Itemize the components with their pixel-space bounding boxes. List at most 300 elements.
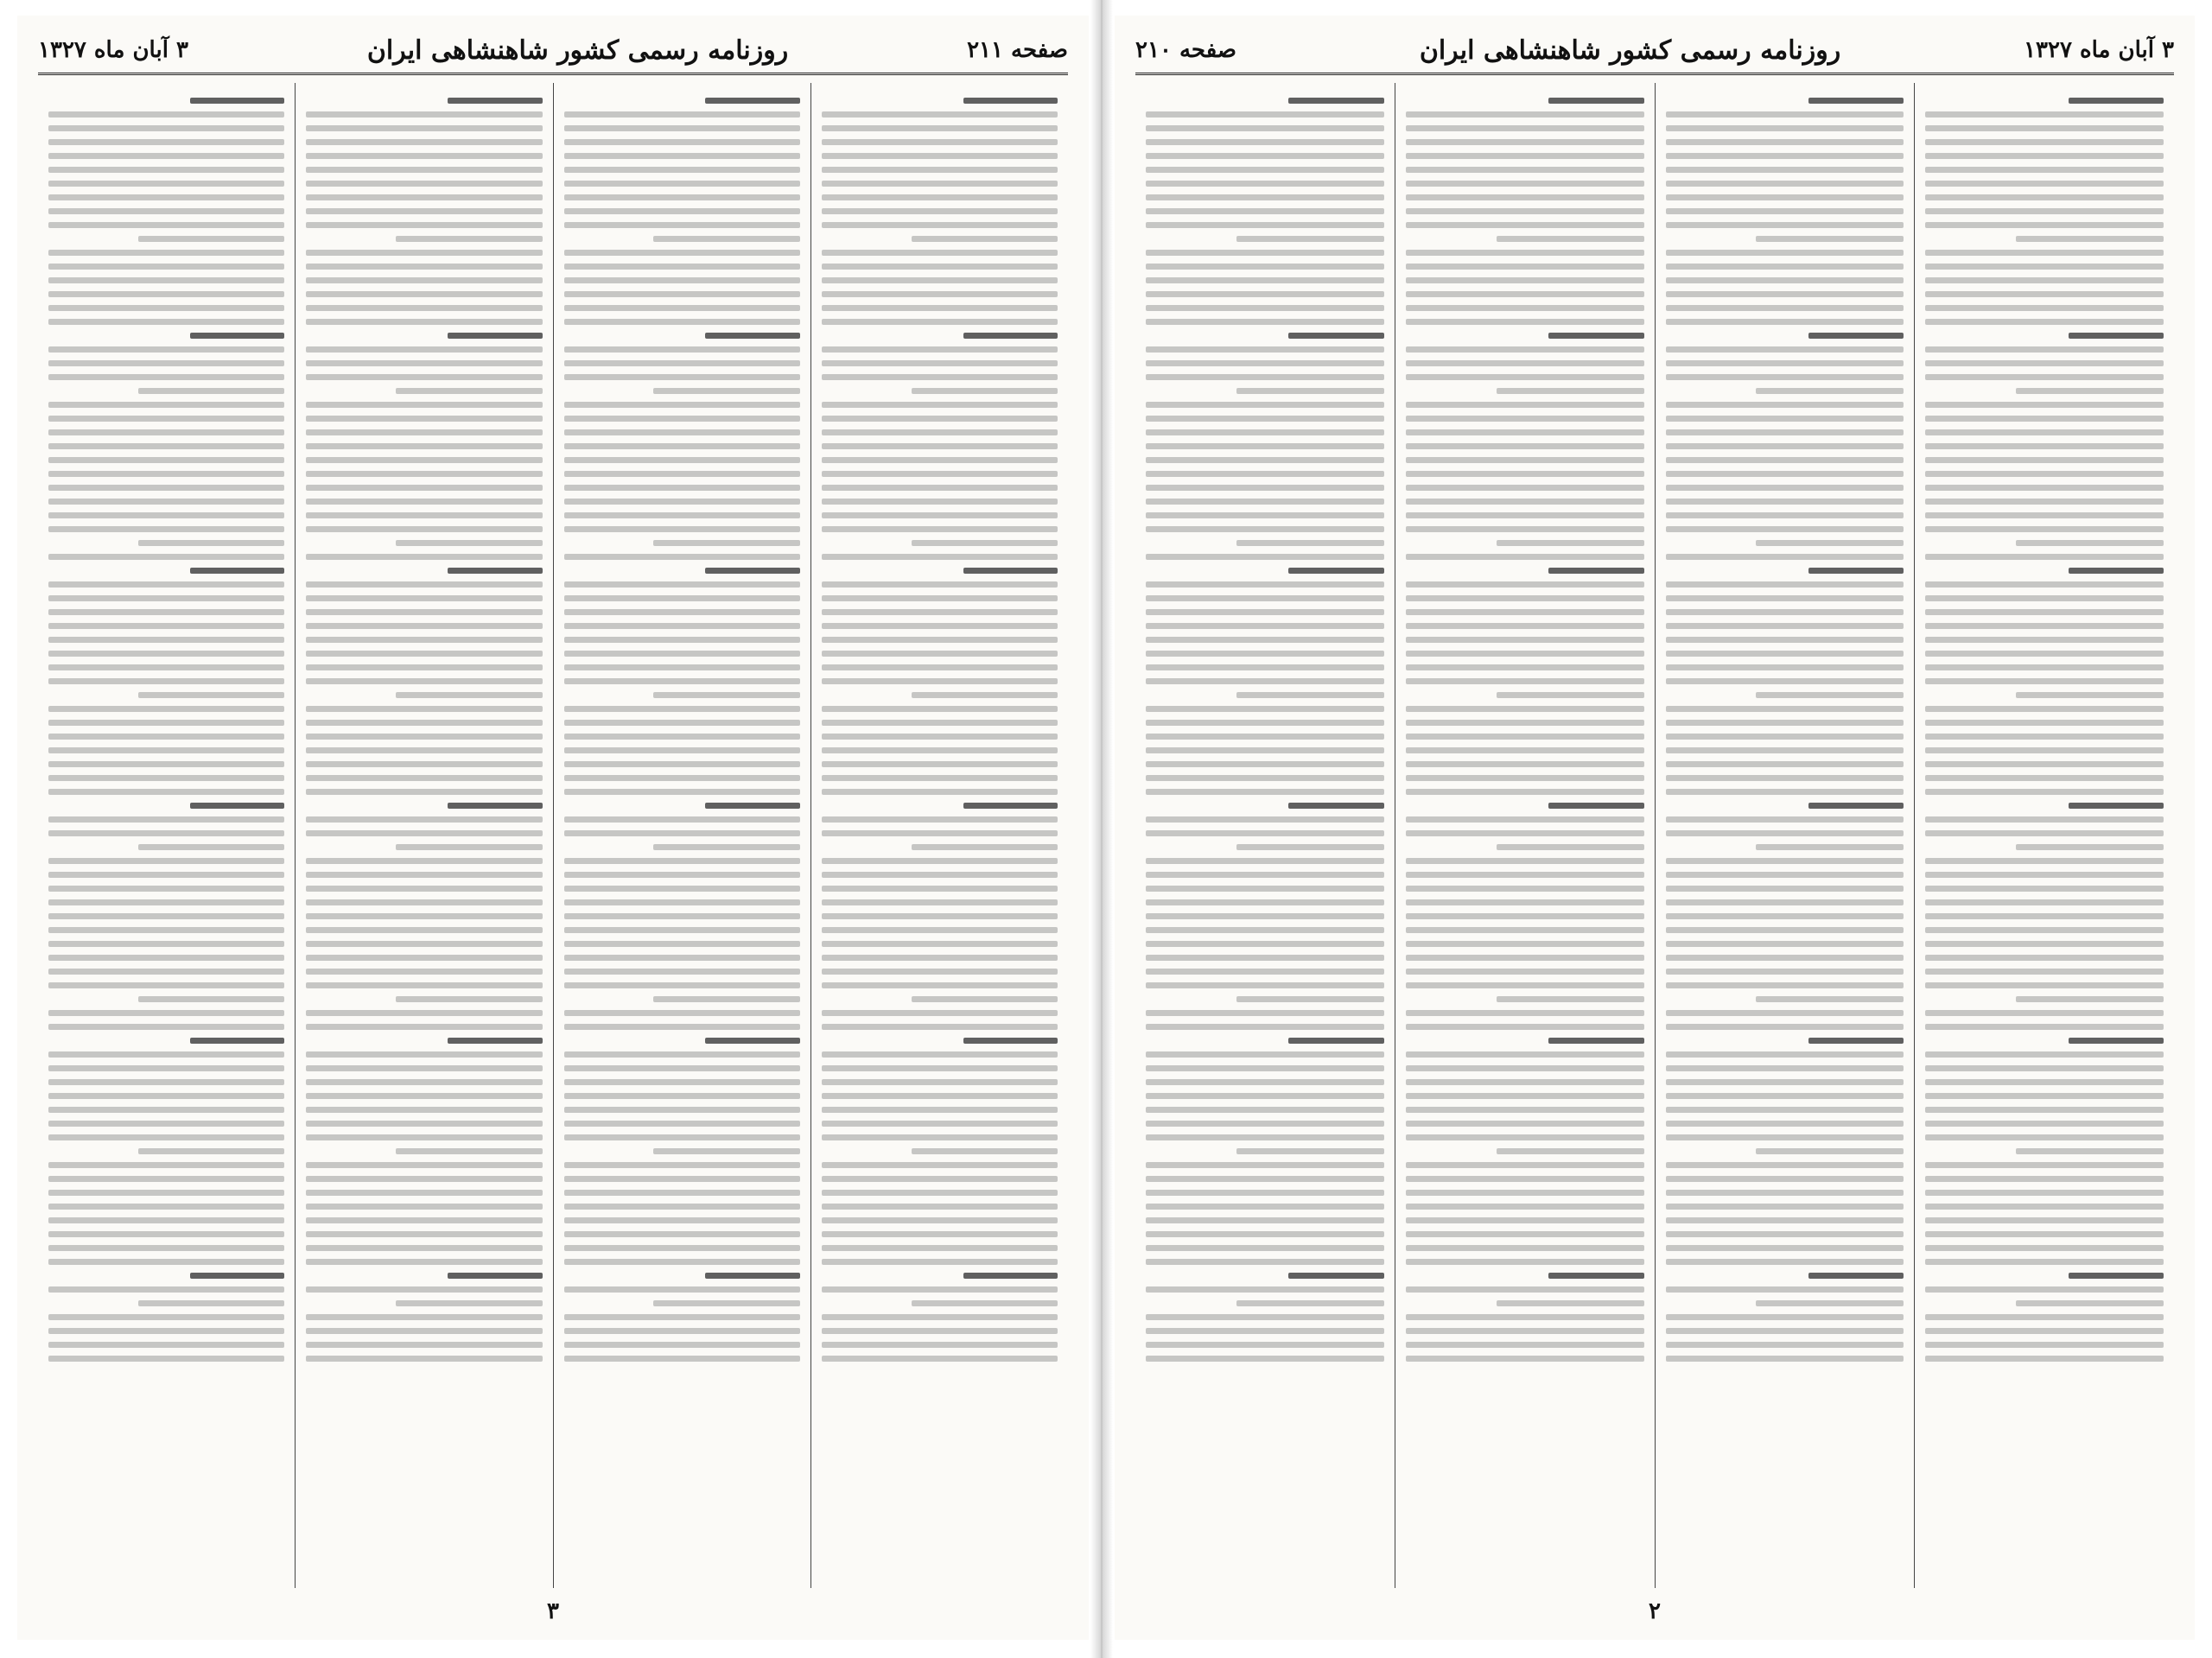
text-line-placeholder (1146, 1134, 1384, 1140)
text-line-placeholder (1406, 941, 1644, 947)
text-line-placeholder (1756, 1300, 1904, 1306)
text-line-placeholder (1146, 886, 1384, 892)
text-line-placeholder (1146, 678, 1384, 684)
text-line-placeholder (1146, 969, 1384, 975)
text-line-placeholder (1146, 830, 1384, 836)
text-line-placeholder (1666, 1231, 1904, 1237)
text-line-placeholder (396, 996, 542, 1002)
text-line-placeholder (306, 1010, 542, 1016)
text-line-placeholder (1406, 1204, 1644, 1210)
text-line-placeholder (1406, 1093, 1644, 1099)
text-line-placeholder (564, 595, 800, 601)
text-line-placeholder (822, 1314, 1058, 1320)
text-line-placeholder (822, 264, 1058, 270)
folio-number: ۲ (1649, 1598, 1661, 1624)
text-line-placeholder (1925, 346, 2164, 353)
text-line-placeholder (1756, 236, 1904, 242)
text-line-placeholder (1666, 1051, 1904, 1058)
text-line-placeholder (653, 540, 799, 546)
text-line-placeholder (1146, 1093, 1384, 1099)
text-line-placeholder (912, 1300, 1058, 1306)
text-line-placeholder (653, 388, 799, 394)
text-line-placeholder (564, 637, 800, 643)
text-line-placeholder (564, 360, 800, 366)
text-line-placeholder (822, 858, 1058, 864)
text-line-placeholder (1666, 734, 1904, 740)
text-line-placeholder (822, 927, 1058, 933)
text-line-placeholder (138, 692, 284, 698)
text-line-placeholder (448, 803, 542, 809)
header-date: ۳ آبان ماه ۱۳۲۷ (2024, 37, 2174, 63)
text-line-placeholder (48, 1259, 284, 1265)
text-line-placeholder (1406, 374, 1644, 380)
text-line-placeholder (564, 623, 800, 629)
text-line-placeholder (1146, 1204, 1384, 1210)
text-line-placeholder (2016, 388, 2164, 394)
text-line-placeholder (1406, 664, 1644, 670)
text-line-placeholder (1146, 360, 1384, 366)
text-line-placeholder (1666, 526, 1904, 532)
text-line-placeholder (1666, 761, 1904, 767)
text-line-placeholder (138, 236, 284, 242)
text-line-placeholder (1666, 208, 1904, 214)
text-line-placeholder (822, 637, 1058, 643)
text-line-placeholder (705, 1038, 799, 1044)
text-line-placeholder (822, 872, 1058, 878)
text-line-placeholder (138, 388, 284, 394)
text-line-placeholder (1925, 720, 2164, 726)
text-line-placeholder (1925, 1204, 2164, 1210)
text-line-placeholder (653, 692, 799, 698)
text-line-placeholder (1666, 789, 1904, 795)
text-line-placeholder (48, 1217, 284, 1223)
text-line-placeholder (48, 1356, 284, 1362)
text-line-placeholder (564, 913, 800, 919)
text-line-placeholder (48, 913, 284, 919)
text-line-placeholder (190, 803, 284, 809)
text-line-placeholder (1925, 1121, 2164, 1127)
text-line-placeholder (306, 1024, 542, 1030)
text-line-placeholder (1925, 982, 2164, 988)
text-line-placeholder (564, 1024, 800, 1030)
text-line-placeholder (1925, 1259, 2164, 1265)
text-line-placeholder (48, 1093, 284, 1099)
text-line-placeholder (1146, 1065, 1384, 1071)
text-line-placeholder (2016, 996, 2164, 1002)
text-line-placeholder (822, 899, 1058, 905)
text-line-placeholder (1406, 982, 1644, 988)
text-line-placeholder (822, 139, 1058, 145)
text-line-placeholder (963, 1273, 1058, 1279)
text-line-placeholder (306, 264, 542, 270)
text-line-placeholder (48, 139, 284, 145)
text-line-placeholder (564, 969, 800, 975)
text-line-placeholder (306, 747, 542, 753)
text-line-placeholder (48, 1121, 284, 1127)
text-line-placeholder (48, 402, 284, 408)
text-line-placeholder (1666, 913, 1904, 919)
text-line-placeholder (1146, 1107, 1384, 1113)
text-line-placeholder (48, 208, 284, 214)
page-header (1135, 28, 2174, 75)
text-line-placeholder (1146, 512, 1384, 518)
text-line-placeholder (822, 982, 1058, 988)
text-line-placeholder (822, 816, 1058, 823)
text-line-placeholder (1666, 927, 1904, 933)
text-line-placeholder (306, 554, 542, 560)
text-line-placeholder (306, 526, 542, 532)
text-line-placeholder (822, 167, 1058, 173)
text-line-placeholder (48, 167, 284, 173)
text-line-placeholder (564, 872, 800, 878)
text-line-placeholder (1146, 402, 1384, 408)
text-line-placeholder (1666, 1010, 1904, 1016)
column-3 (295, 83, 552, 1588)
text-line-placeholder (1666, 609, 1904, 615)
text-line-placeholder (1666, 346, 1904, 353)
text-line-placeholder (822, 913, 1058, 919)
text-line-placeholder (1497, 388, 1644, 394)
text-line-placeholder (306, 1190, 542, 1196)
text-line-placeholder (1666, 360, 1904, 366)
text-line-placeholder (564, 264, 800, 270)
text-line-placeholder (564, 747, 800, 753)
text-line-placeholder (1666, 706, 1904, 712)
text-line-placeholder (306, 955, 542, 961)
text-line-placeholder (1666, 1314, 1904, 1320)
text-line-placeholder (1925, 955, 2164, 961)
text-line-placeholder (564, 181, 800, 187)
text-line-placeholder (306, 1107, 542, 1113)
text-line-placeholder (1406, 416, 1644, 422)
text-line-placeholder (306, 927, 542, 933)
text-line-placeholder (1497, 996, 1644, 1002)
text-line-placeholder (1666, 1134, 1904, 1140)
text-line-placeholder (306, 250, 542, 256)
text-line-placeholder (1146, 1245, 1384, 1251)
text-line-placeholder (564, 761, 800, 767)
text-line-placeholder (912, 236, 1058, 242)
text-line-placeholder (564, 374, 800, 380)
text-line-placeholder (2016, 1300, 2164, 1306)
text-line-placeholder (306, 125, 542, 131)
text-line-placeholder (705, 98, 799, 104)
text-line-placeholder (306, 623, 542, 629)
text-line-placeholder (1146, 374, 1384, 380)
folio-number: ۳ (547, 1598, 559, 1624)
text-line-placeholder (1146, 789, 1384, 795)
text-line-placeholder (822, 609, 1058, 615)
text-line-placeholder (564, 1107, 800, 1113)
text-line-placeholder (1925, 443, 2164, 449)
text-line-placeholder (48, 1010, 284, 1016)
text-line-placeholder (564, 1162, 800, 1168)
text-line-placeholder (48, 706, 284, 712)
text-line-placeholder (1406, 913, 1644, 919)
text-line-placeholder (2016, 236, 2164, 242)
text-line-placeholder (1666, 264, 1904, 270)
text-line-placeholder (48, 609, 284, 615)
text-line-placeholder (1925, 319, 2164, 325)
text-line-placeholder (1666, 941, 1904, 947)
text-line-placeholder (306, 208, 542, 214)
text-line-placeholder (306, 913, 542, 919)
text-line-placeholder (48, 1342, 284, 1348)
text-line-placeholder (1406, 761, 1644, 767)
text-line-placeholder (1406, 277, 1644, 283)
text-line-placeholder (564, 830, 800, 836)
text-line-placeholder (48, 664, 284, 670)
text-line-placeholder (1146, 554, 1384, 560)
text-line-placeholder (1666, 222, 1904, 228)
text-line-placeholder (1406, 595, 1644, 601)
text-line-placeholder (822, 471, 1058, 477)
text-line-placeholder (306, 443, 542, 449)
text-line-placeholder (1146, 1079, 1384, 1085)
text-line-placeholder (822, 1190, 1058, 1196)
text-line-placeholder (1288, 568, 1383, 574)
column-2 (553, 83, 810, 1588)
text-line-placeholder (912, 996, 1058, 1002)
text-line-placeholder (1406, 1010, 1644, 1016)
text-line-placeholder (1406, 747, 1644, 753)
text-line-placeholder (1925, 761, 2164, 767)
text-line-placeholder (1406, 291, 1644, 297)
text-line-placeholder (564, 111, 800, 118)
text-line-placeholder (48, 1204, 284, 1210)
text-line-placeholder (822, 512, 1058, 518)
text-line-placeholder (1406, 1051, 1644, 1058)
text-line-placeholder (1406, 678, 1644, 684)
text-line-placeholder (822, 360, 1058, 366)
text-line-placeholder (822, 1010, 1058, 1016)
text-line-placeholder (306, 1286, 542, 1293)
text-line-placeholder (1406, 955, 1644, 961)
text-line-placeholder (1146, 264, 1384, 270)
text-line-placeholder (1146, 346, 1384, 353)
text-line-placeholder (564, 125, 800, 131)
text-line-placeholder (48, 1134, 284, 1140)
text-line-placeholder (1146, 927, 1384, 933)
text-line-placeholder (1808, 1273, 1904, 1279)
text-line-placeholder (1925, 1342, 2164, 1348)
text-line-placeholder (1406, 720, 1644, 726)
text-line-placeholder (1146, 761, 1384, 767)
text-line-placeholder (564, 305, 800, 311)
text-line-placeholder (822, 1204, 1058, 1210)
text-line-placeholder (1406, 305, 1644, 311)
text-line-placeholder (190, 98, 284, 104)
text-line-placeholder (190, 1273, 284, 1279)
text-line-placeholder (1146, 429, 1384, 435)
text-line-placeholder (1236, 388, 1384, 394)
text-line-placeholder (306, 305, 542, 311)
text-line-placeholder (564, 1259, 800, 1265)
text-line-placeholder (1406, 139, 1644, 145)
text-line-placeholder (2016, 1148, 2164, 1154)
text-line-placeholder (912, 692, 1058, 698)
text-line-placeholder (822, 706, 1058, 712)
text-line-placeholder (822, 1328, 1058, 1334)
text-line-placeholder (1236, 996, 1384, 1002)
text-line-placeholder (1406, 899, 1644, 905)
text-line-placeholder (564, 457, 800, 463)
text-line-placeholder (1406, 167, 1644, 173)
text-line-placeholder (1548, 98, 1643, 104)
text-line-placeholder (306, 830, 542, 836)
text-line-placeholder (822, 277, 1058, 283)
text-line-placeholder (306, 485, 542, 491)
text-line-placeholder (1925, 512, 2164, 518)
header-date: ۳ آبان ماه ۱۳۲۷ (38, 37, 188, 63)
text-line-placeholder (306, 664, 542, 670)
text-line-placeholder (564, 499, 800, 505)
text-line-placeholder (1925, 1217, 2164, 1223)
text-line-placeholder (822, 305, 1058, 311)
text-line-placeholder (1925, 706, 2164, 712)
text-line-placeholder (1925, 291, 2164, 297)
text-line-placeholder (1925, 194, 2164, 200)
text-line-placeholder (564, 1121, 800, 1127)
text-line-placeholder (1288, 98, 1383, 104)
text-line-placeholder (1406, 1217, 1644, 1223)
text-line-placeholder (1146, 167, 1384, 173)
text-line-placeholder (564, 886, 800, 892)
text-line-placeholder (1406, 1342, 1644, 1348)
text-line-placeholder (138, 540, 284, 546)
text-line-placeholder (1288, 333, 1383, 339)
text-line-placeholder (564, 1010, 800, 1016)
text-line-placeholder (1666, 1093, 1904, 1099)
text-line-placeholder (1925, 153, 2164, 159)
text-line-placeholder (564, 167, 800, 173)
text-line-placeholder (1146, 125, 1384, 131)
text-line-placeholder (1666, 595, 1904, 601)
text-line-placeholder (306, 595, 542, 601)
text-line-placeholder (48, 886, 284, 892)
text-line-placeholder (1666, 499, 1904, 505)
text-line-placeholder (1666, 485, 1904, 491)
text-line-placeholder (822, 1217, 1058, 1223)
text-line-placeholder (48, 1245, 284, 1251)
text-line-placeholder (822, 1356, 1058, 1362)
text-line-placeholder (1406, 153, 1644, 159)
text-line-placeholder (1406, 581, 1644, 588)
text-line-placeholder (564, 443, 800, 449)
text-line-placeholder (1666, 139, 1904, 145)
text-line-placeholder (48, 264, 284, 270)
text-line-placeholder (1925, 1356, 2164, 1362)
text-line-placeholder (822, 789, 1058, 795)
text-line-placeholder (1406, 485, 1644, 491)
text-line-placeholder (1666, 194, 1904, 200)
text-line-placeholder (1406, 181, 1644, 187)
text-line-placeholder (564, 651, 800, 657)
text-line-placeholder (1925, 250, 2164, 256)
text-line-placeholder (306, 637, 542, 643)
text-line-placeholder (2069, 1273, 2164, 1279)
text-line-placeholder (48, 651, 284, 657)
text-line-placeholder (48, 277, 284, 283)
text-line-placeholder (306, 319, 542, 325)
text-line-placeholder (306, 678, 542, 684)
text-line-placeholder (1925, 1286, 2164, 1293)
text-line-placeholder (1666, 720, 1904, 726)
column-2 (1655, 83, 1915, 1588)
text-line-placeholder (822, 1245, 1058, 1251)
text-line-placeholder (822, 1286, 1058, 1293)
text-line-placeholder (1146, 982, 1384, 988)
text-line-placeholder (1666, 969, 1904, 975)
text-line-placeholder (1925, 830, 2164, 836)
text-line-placeholder (1406, 830, 1644, 836)
text-line-placeholder (564, 1286, 800, 1293)
text-line-placeholder (1146, 1024, 1384, 1030)
text-line-placeholder (1666, 1356, 1904, 1362)
text-line-placeholder (48, 816, 284, 823)
text-line-placeholder (1666, 886, 1904, 892)
text-line-placeholder (564, 941, 800, 947)
text-line-placeholder (1925, 1231, 2164, 1237)
text-line-placeholder (306, 512, 542, 518)
text-line-placeholder (1756, 388, 1904, 394)
text-line-placeholder (1146, 1328, 1384, 1334)
text-line-placeholder (1406, 250, 1644, 256)
text-line-placeholder (1925, 360, 2164, 366)
text-line-placeholder (306, 886, 542, 892)
text-line-placeholder (564, 789, 800, 795)
text-line-placeholder (822, 111, 1058, 118)
text-line-placeholder (48, 927, 284, 933)
text-line-placeholder (1288, 1038, 1383, 1044)
text-line-placeholder (396, 236, 542, 242)
text-line-placeholder (1497, 236, 1644, 242)
text-line-placeholder (306, 982, 542, 988)
text-line-placeholder (564, 526, 800, 532)
text-line-placeholder (306, 499, 542, 505)
text-line-placeholder (822, 208, 1058, 214)
text-line-placeholder (1666, 1204, 1904, 1210)
text-line-placeholder (138, 844, 284, 850)
text-line-placeholder (48, 457, 284, 463)
text-line-placeholder (306, 181, 542, 187)
text-line-placeholder (1146, 872, 1384, 878)
text-line-placeholder (48, 1162, 284, 1168)
text-line-placeholder (1925, 1162, 2164, 1168)
text-line-placeholder (1666, 416, 1904, 422)
text-line-placeholder (1146, 1314, 1384, 1320)
text-line-placeholder (822, 181, 1058, 187)
page-210 (1115, 16, 2195, 1640)
text-line-placeholder (1925, 1190, 2164, 1196)
text-line-placeholder (1666, 581, 1904, 588)
text-line-placeholder (564, 955, 800, 961)
text-line-placeholder (1666, 1079, 1904, 1085)
text-line-placeholder (396, 1148, 542, 1154)
text-line-placeholder (822, 1134, 1058, 1140)
text-line-placeholder (1146, 651, 1384, 657)
text-line-placeholder (1146, 291, 1384, 297)
text-line-placeholder (48, 153, 284, 159)
text-line-placeholder (822, 429, 1058, 435)
text-line-placeholder (1666, 775, 1904, 781)
column-3 (1395, 83, 1655, 1588)
text-line-placeholder (306, 1328, 542, 1334)
text-line-placeholder (48, 499, 284, 505)
text-line-placeholder (564, 1093, 800, 1099)
text-line-placeholder (1666, 471, 1904, 477)
text-line-placeholder (1925, 429, 2164, 435)
